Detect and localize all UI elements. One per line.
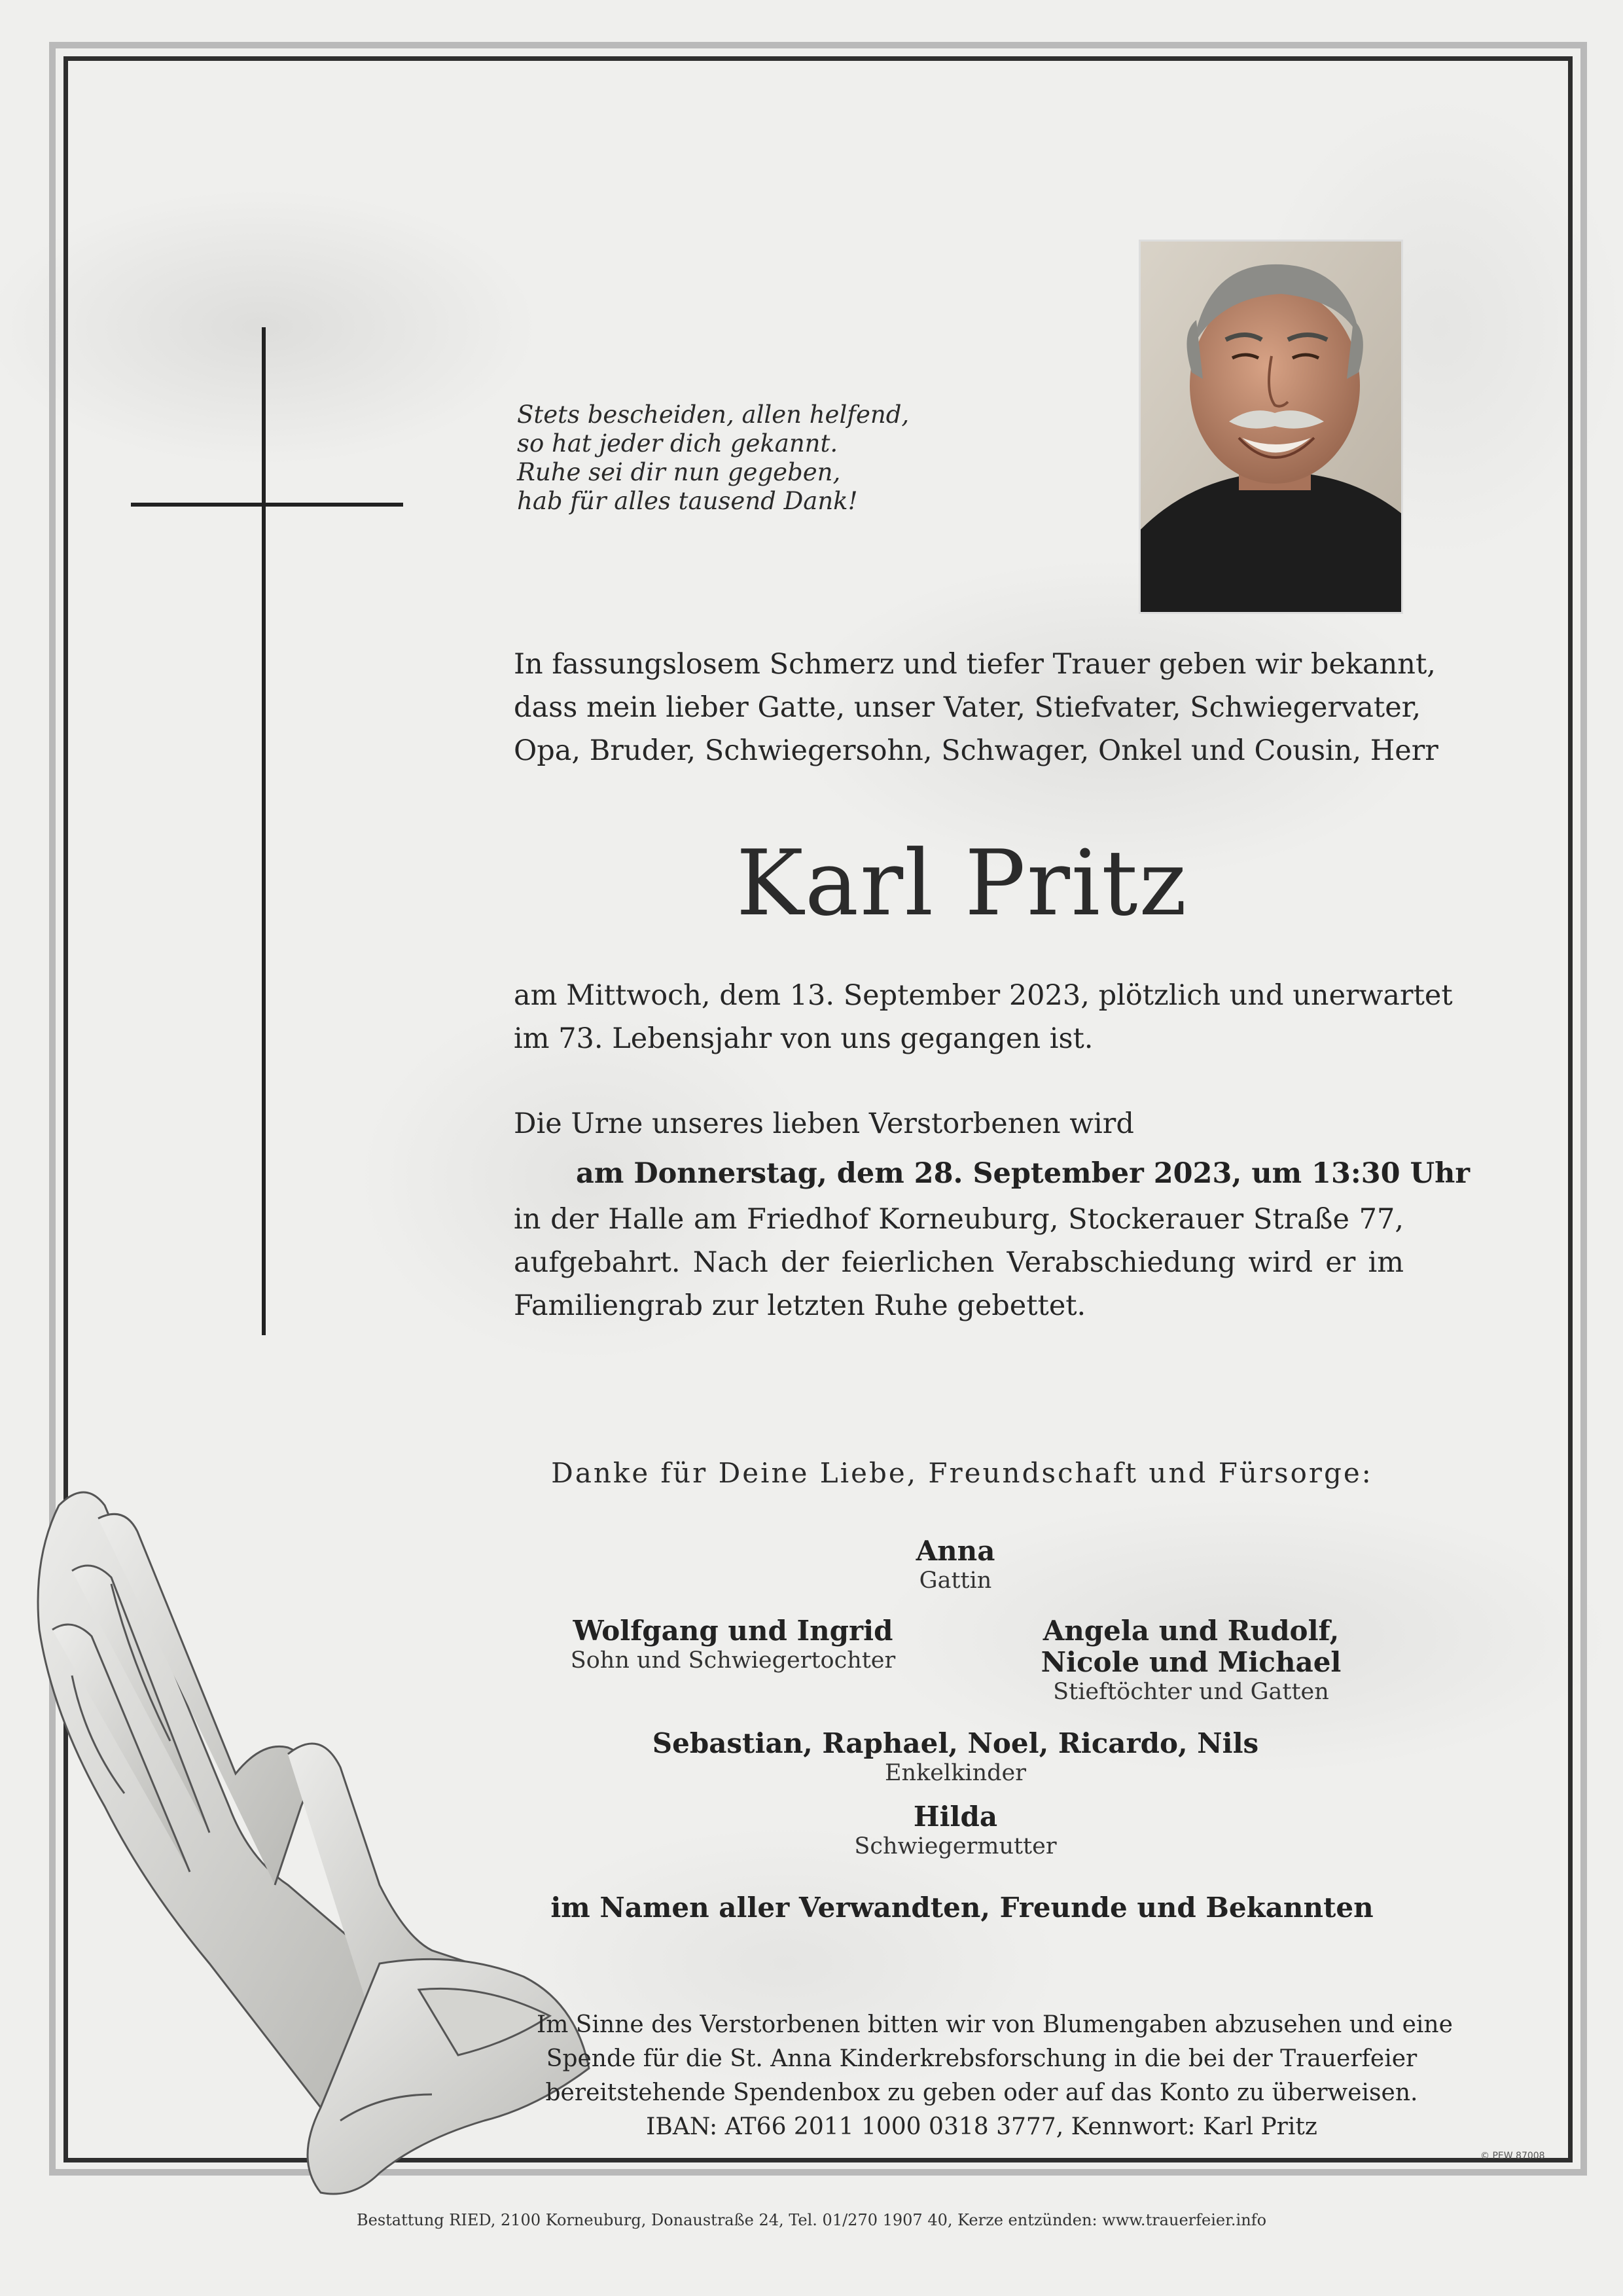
cross-horizontal-bar (131, 503, 403, 507)
mourner-name: Hilda (913, 1801, 998, 1833)
intro-line: Opa, Bruder, Schwiegersohn, Schwager, Onkel und Cousin, Herr (514, 734, 1438, 767)
poem-line: Stets bescheiden, allen helfend, (517, 401, 910, 429)
donation-request (537, 2008, 1453, 2144)
announcement-intro (514, 643, 1438, 772)
poem-line: so hat jeder dich gekannt. (517, 429, 838, 457)
mourner-name: Nicole und Michael (1041, 1646, 1342, 1678)
thanks-heading: Danke für Deine Liebe, Freundschaft und Fürsorge: (551, 1457, 1373, 1489)
poem-line: hab für alles tausend Dank! (517, 487, 858, 515)
poem-line: Ruhe sei dir nun gegeben, (517, 458, 841, 486)
mourner-role: Enkelkinder (885, 1760, 1026, 1786)
funeral-home-footer: Bestattung RIED, 2100 Korneuburg, Donaustraße 24, Tel. 01/270 1907 40, Kerze entzünden: www.trauerfeier.info (356, 2211, 1267, 2229)
cross-vertical-bar (262, 327, 266, 1335)
mourner-stepdaughters (1021, 1615, 1361, 1706)
mourner-wife (857, 1535, 1054, 1594)
donation-line: bereitstehende Spendenbox zu geben oder auf das Konto zu überweisen. (545, 2079, 1418, 2106)
print-copyright: © PEW 87008 (1480, 2151, 1545, 2161)
death-line: im 73. Lebensjahr von uns gegangen ist. (514, 1022, 1094, 1055)
mourner-name: Sebastian, Raphael, Noel, Ricardo, Nils (652, 1727, 1259, 1759)
funeral-date: am Donnerstag, dem 28. September 2023, um 13:30 Uhr (576, 1157, 1470, 1190)
intro-line: dass mein lieber Gatte, unser Vater, Stiefvater, Schwiegervater, (514, 691, 1421, 724)
funeral-line: Familiengrab zur letzten Ruhe gebettet. (514, 1289, 1086, 1322)
funeral-details (514, 1198, 1404, 1327)
donation-line: Spende für die St. Anna Kinderkrebsforschung in die bei der Trauerfeier (546, 2045, 1418, 2072)
intro-line: In fassungslosem Schmerz und tiefer Trauer geben wir bekannt, (514, 648, 1436, 681)
urn-line: Die Urne unseres lieben Verstorbenen wird (514, 1107, 1134, 1140)
portrait-photo (1139, 240, 1403, 614)
funeral-line: aufgebahrt. Nach der feierlichen Verabschiedung wird er im (514, 1246, 1404, 1279)
donation-line: Im Sinne des Verstorbenen bitten wir von Blumengaben abzusehen und eine (537, 2011, 1453, 2038)
mourner-name: Anna (916, 1535, 995, 1567)
memorial-poem (517, 401, 923, 516)
donation-line: IBAN: AT66 2011 1000 0318 3777, Kennwort: Karl Pritz (646, 2113, 1317, 2140)
mourner-role: Stieftöchter und Gatten (1053, 1679, 1329, 1705)
praying-hands-icon (13, 1466, 622, 2232)
deceased-name: Karl Pritz (736, 831, 1188, 936)
mourner-name: Wolfgang und Ingrid (573, 1615, 893, 1647)
mourner-role: Schwiegermutter (854, 1833, 1057, 1859)
mourner-role: Gattin (919, 1568, 992, 1594)
mourner-mother-in-law (825, 1801, 1086, 1860)
mourner-grandchildren (628, 1728, 1283, 1787)
mourner-name: Angela und Rudolf, (1043, 1615, 1340, 1647)
death-notice (514, 974, 1453, 1060)
mourner-role: Sohn und Schwiegertochter (570, 1647, 896, 1674)
death-line: am Mittwoch, dem 13. September 2023, plötzlich und unerwartet (514, 979, 1453, 1012)
funeral-line: in der Halle am Friedhof Korneuburg, Stockerauer Straße 77, (514, 1203, 1404, 1236)
closing-line: im Namen aller Verwandten, Freunde und Bekannten (550, 1892, 1374, 1924)
